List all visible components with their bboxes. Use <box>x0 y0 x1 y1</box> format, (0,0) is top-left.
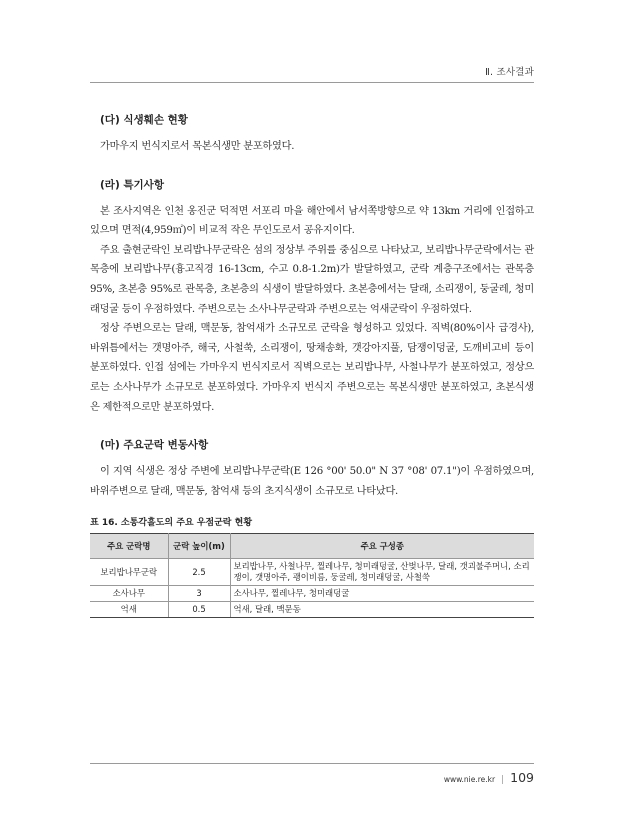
page-number: 109 <box>510 770 534 785</box>
main-species-cell: 보리밥나무, 사철나무, 찔레나무, 청미래덩굴, 산벚나무, 달래, 갯괴불주머니, 소리쟁이, 갯명아주, 괭이비름, 둥굴레, 청미래덩굴, 사철쑥 <box>230 559 534 586</box>
page-footer <box>444 770 534 785</box>
column-header-community-height: 군락 높이(m) <box>168 534 230 559</box>
paragraph: 이 지역 식생은 정상 주변에 보리밥나무군락(E 126 °00' 50.0" N 37 °08' 07.1")이 우점하였으며, 바위주변으로 달래, 맥문동, 참억새 등의 초지식생이 소규모로 나타났다. <box>90 466 534 497</box>
section-heading-vegetation-damage: (다) 식생훼손 현황 <box>100 114 188 126</box>
dominant-community-table <box>90 533 534 618</box>
community-height-cell: 0.5 <box>168 602 230 618</box>
table-header-row <box>90 534 534 559</box>
main-species-cell: 소사나무, 찔레나무, 청미래덩굴 <box>230 586 534 602</box>
column-header-main-species: 주요 구성종 <box>230 534 534 559</box>
table-row <box>90 559 534 586</box>
header-section-title: Ⅱ. 조사결과 <box>485 67 534 78</box>
paragraph: 본 조사지역은 인천 옹진군 덕적면 서포리 마을 해안에서 남서쪽방향으로 약 13km 거리에 인접하고 있으며 면적(4,959㎡)이 비교적 작은 무인도로서 공유지이다. <box>90 205 534 237</box>
community-height-cell: 3 <box>168 586 230 602</box>
footer-divider <box>90 763 534 764</box>
section-heading-special-notes: (라) 특기사항 <box>100 178 164 191</box>
table-row <box>90 602 534 618</box>
paragraph: 가마우지 번식지로서 목본식생만 분포하였다. <box>100 141 295 152</box>
community-height-cell: 2.5 <box>168 559 230 586</box>
community-name-cell: 억새 <box>90 602 168 618</box>
paragraph: 주요 출현군락인 보리밥나무군락은 섬의 정상부 주위를 중심으로 나타났고, 보리밥나무군락에서는 관목층에 보리밥나무(흉고직경 16-13cm, 수고 0.8-1.2m)가 발달하였고, 군락 계층구조에서는 관목층 95%, 초본층 95%로 관목층, 초본층의 식생이 발달하였다. 초본층에서는 달래, 소리쟁이, 둥굴레, 청미래덩굴 등이 우점하였다. 주변으로는 소사나무군락과 주변으로는 억새군락이 우점하였다. <box>90 244 534 315</box>
section-heading-community-changes: (마) 주요군락 변동사항 <box>100 439 209 452</box>
main-species-cell: 억새, 달래, 맥문동 <box>230 602 534 618</box>
table-row <box>90 586 534 602</box>
community-name-cell: 소사나무 <box>90 586 168 602</box>
page-content <box>90 112 534 618</box>
paragraph: 정상 주변으로는 달래, 맥문동, 참억새가 소규모로 군락을 형성하고 있었다. 직벽(80%이사 급경사), 바위틈에서는 갯명아주, 해국, 사철쑥, 소리쟁이, 땅채송화, 갯강아지풀, 담쟁이덩굴, 도깨비고비 등이 분포하였다. 인접 섬에는 가마우지 번식지로서 직벽으로는 보리밥나무, 사철나무가 분포하였고, 정상으로는 소사나무가 소규모로 분포하였다. 가마우지 번식지 주변으로는 목본식생만 분포하였고, 초본식생은 제한적으로만 분포하였다. <box>90 323 534 413</box>
column-header-community-name: 주요 군락명 <box>90 534 168 559</box>
table-caption: 표 16. 소통각흘도의 주요 우점군락 현황 <box>90 518 253 529</box>
footer-url: www.nie.re.kr <box>443 775 496 784</box>
running-header <box>90 58 534 83</box>
footer-separator: | <box>501 775 505 785</box>
community-name-cell: 보리밥나무군락 <box>90 559 168 586</box>
